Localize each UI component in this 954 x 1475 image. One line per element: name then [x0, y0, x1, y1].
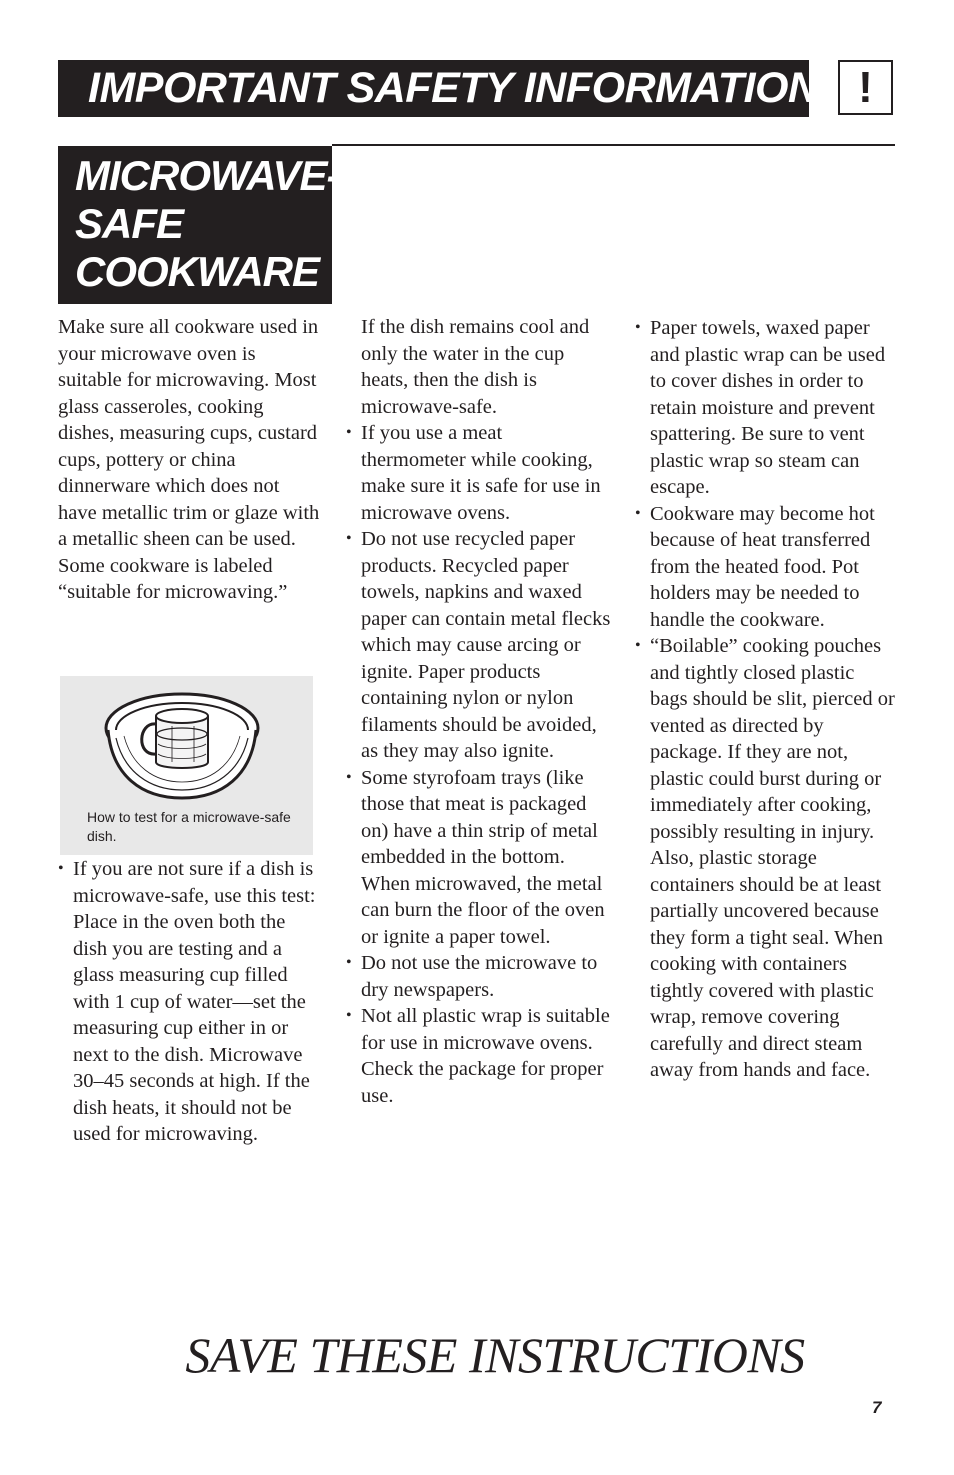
- page-number: 7: [872, 1398, 882, 1417]
- list-item: • Paper towels, waxed paper and plastic wrap can be used to cover dishes in order to retain moisture and prevent spattering. Be sure to vent plastic wrap so steam can escape.: [635, 315, 897, 501]
- list-item: • Do not use the microwave to dry newspapers.: [346, 950, 612, 1003]
- test-dish-figure: [60, 676, 313, 855]
- section-heading-box: [58, 146, 340, 304]
- exclamation-icon: !: [858, 63, 873, 112]
- section-title-line: MICROWAVE-: [75, 152, 340, 199]
- save-instructions-banner: SAVE THESE INSTRUCTIONS: [185, 1327, 805, 1383]
- header-banner: [58, 60, 819, 117]
- column-2: [346, 314, 612, 1109]
- column-3: [635, 315, 897, 1084]
- section-title-line: SAFE: [75, 200, 184, 247]
- list-item: • If you use a meat thermometer while cooking, make sure it is safe for use in microwave ovens.: [346, 420, 612, 526]
- header-title: IMPORTANT SAFETY INFORMATION: [88, 64, 819, 112]
- list-item: • “Boilable” cooking pouches and tightly closed plastic bags should be slit, pierced or vented as directed by package. If they are not, plastic could burst during or immediately after cooking, possibly resulting in injury. Also, plastic storage containers should be at least partially uncovered because they form a tight seal. When cooking with containers tightly covered with plastic wrap, remove covering carefully and direct steam away from hands and face.: [635, 633, 897, 1084]
- list-item: • Cookware may become hot because of heat transferred from the heated food. Pot holders may be needed to handle the cookware.: [635, 501, 897, 634]
- column-1-bullets: [58, 856, 320, 1158]
- list-item: • Do not use recycled paper products. Recycled paper towels, napkins and waxed paper can contain metal flecks which may cause arcing or ignite. Paper products containing nylon or nylon filaments should be avoided, as they may also ignite.: [346, 526, 612, 765]
- bowl-with-measuring-cup-illustration: [102, 686, 262, 804]
- intro-paragraph: Make sure all cookware used in your microwave oven is suitable for microwaving. Most glass casseroles, cooking dishes, measuring cups, custard cups, pottery or china dinnerware which does not have metallic trim or glaze with a metallic sheen can be used. Some cookware is labeled “suitable for microwaving.”: [58, 316, 320, 603]
- section-title-line: COOKWARE: [75, 248, 319, 295]
- list-item: • If you are not sure if a dish is microwave-safe, use this test: Place in the oven both the dish you are testing and a glass measuring cup filled with 1 cup of water—set the measuring cup either in or next to the dish. Microwave 30–45 seconds at high. If the dish heats, it should not be used for microwaving.: [58, 856, 320, 1148]
- section-divider: [332, 144, 895, 146]
- column-1: [58, 314, 320, 606]
- section-title: [75, 152, 340, 296]
- list-item: • Some styrofoam trays (like those that meat is packaged on) have a thin strip of metal embedded in the bottom. When microwaved, the metal can burn the floor of the oven or ignite a paper towel.: [346, 765, 612, 951]
- list-item: • Not all plastic wrap is suitable for use in microwave ovens. Check the package for proper use.: [346, 1003, 612, 1109]
- continuation-paragraph: If the dish remains cool and only the water in the cup heats, then the dish is microwave-safe.: [361, 316, 590, 418]
- alert-icon: [838, 60, 893, 115]
- figure-caption: How to test for a microwave-safe dish.: [87, 809, 291, 844]
